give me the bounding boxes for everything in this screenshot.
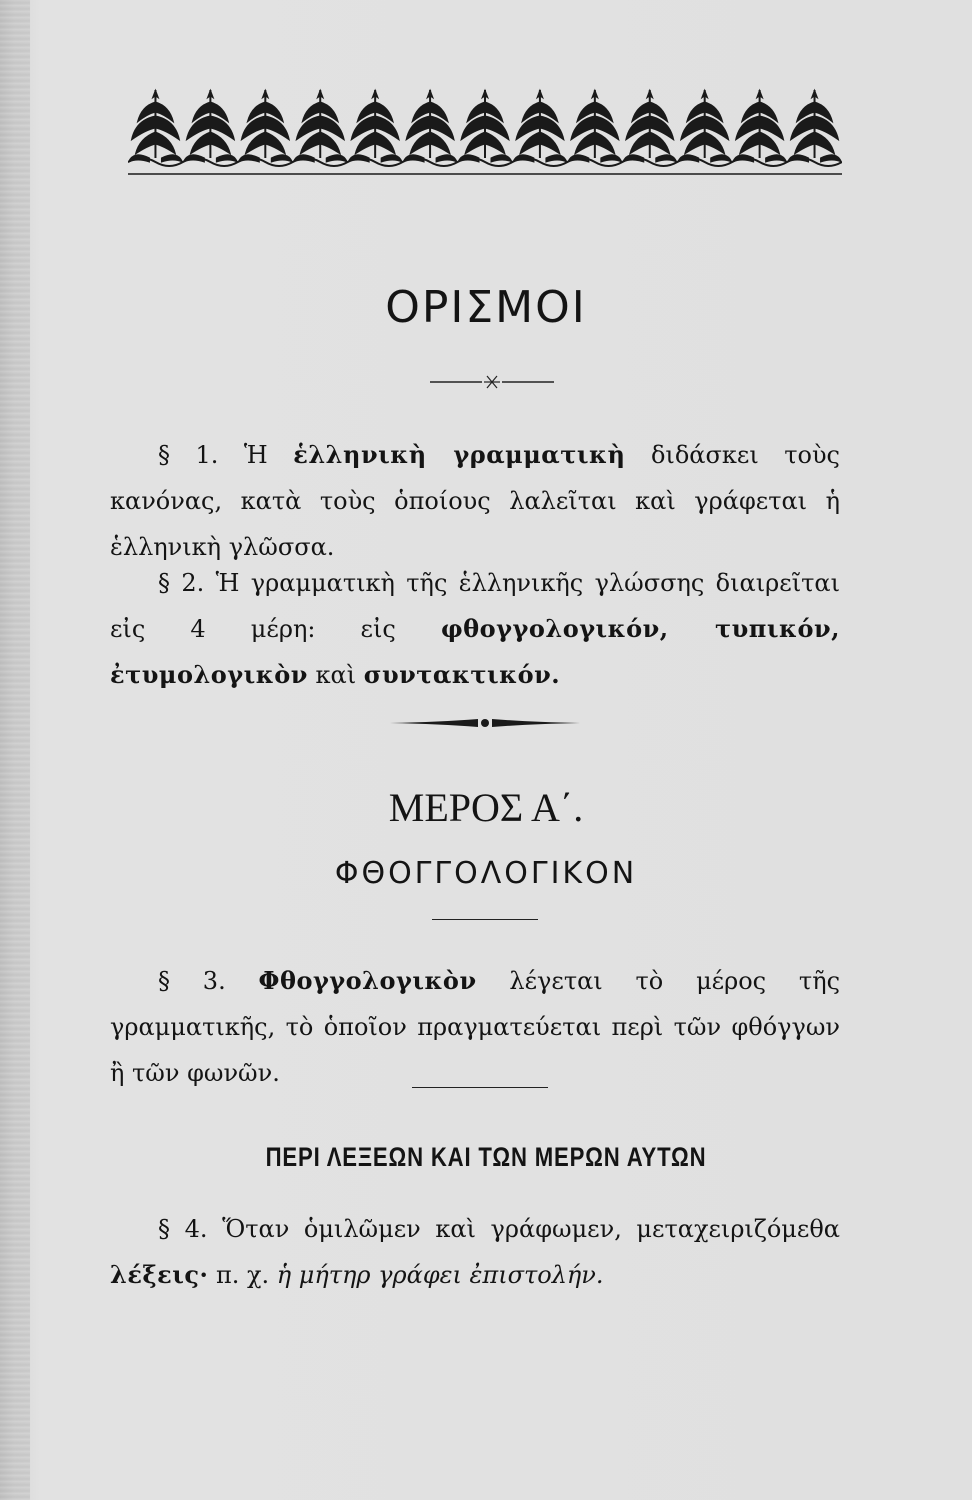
paragraph-1-term: ἑλληνικὴ γραμματικὴ bbox=[293, 440, 626, 469]
paragraph-1-prefix: § 1. Ἡ bbox=[158, 441, 294, 469]
paragraph-2-prefix: § 2. Ἡ γραμματικὴ τῆς ἑλληνικῆς γλώσσης διαιρεῖται εἰς 4 μέρη: εἰς bbox=[110, 569, 840, 643]
paragraph-1 bbox=[110, 432, 840, 570]
paragraph-2 bbox=[110, 560, 840, 698]
paragraph-4 bbox=[110, 1206, 840, 1298]
paragraph-4-mid: π. χ. bbox=[208, 1261, 277, 1289]
paragraph-2-term-2: συντακτικόν. bbox=[363, 660, 561, 689]
page-spine-shadow bbox=[0, 0, 30, 1500]
paragraph-4-term: λέξεις· bbox=[110, 1260, 209, 1289]
paragraph-3-text: λέγεται τὸ μέρος τῆς γραμματικῆς, τὸ ὁποῖον πραγματεύεται περὶ τῶν φθόγγων ἢ τῶν φωνῶν. bbox=[110, 967, 841, 1087]
paragraph-1-text: διδάσκει τοὺς κανόνας, κατὰ τοὺς ὁποίους λαλεῖται καὶ γράφεται ἡ ἑλληνικὴ γλῶσσα. bbox=[110, 441, 840, 561]
paragraph-3-prefix: § 3. bbox=[158, 967, 259, 995]
swell-divider-icon bbox=[390, 714, 580, 732]
paragraph-4-example: ἡ μήτηρ γράφει ἐπιστολήν. bbox=[276, 1261, 604, 1289]
page-title: ΟΡΙΣΜΟΙ bbox=[385, 282, 587, 333]
section-heading: ΠΕΡΙ ΛΕΞΕΩΝ ΚΑΙ ΤΩΝ ΜΕΡΩΝ ΑΥΤΩΝ bbox=[265, 1142, 707, 1172]
paragraph-3 bbox=[110, 958, 840, 1096]
part-subtitle: ΦΘΟΓΓΟΛΟΓΙΚΟΝ bbox=[334, 856, 638, 891]
divider-rule bbox=[412, 1087, 548, 1088]
palmette-frieze-icon bbox=[128, 88, 842, 178]
paragraph-3-term: Φθογγολογικὸν bbox=[258, 966, 477, 995]
divider-rule bbox=[432, 919, 538, 920]
part-title: ΜΕΡΟΣ Α΄. bbox=[388, 785, 584, 830]
paragraph-4-prefix: § 4. Ὅταν ὁμιλῶμεν καὶ γράφωμεν, μεταχειριζόμεθα bbox=[158, 1215, 840, 1243]
star-divider-icon bbox=[430, 372, 554, 392]
paragraph-2-mid: καὶ bbox=[307, 661, 364, 689]
paragraph-2-term-1: φθογγολογικόν, τυπικόν, ἐτυμολογικὸν bbox=[110, 614, 840, 689]
